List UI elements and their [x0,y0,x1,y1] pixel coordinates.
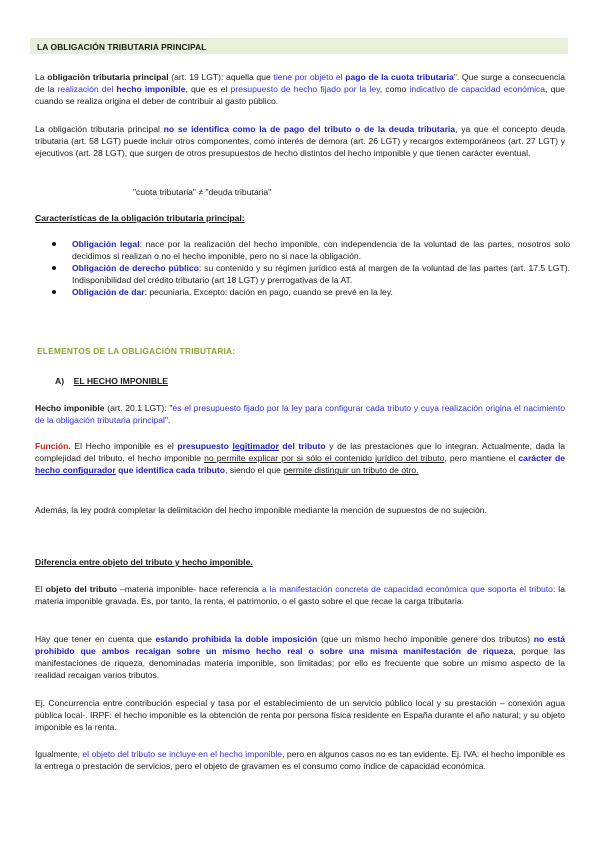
list-item: Obligación legal: nace por la realización del hecho imponible, con independencia de la voluntad de las partes, nosotros solo decidimos si realizan o no el hecho imponible, pero no si nace la obligación. [50,238,570,262]
paragraph-ejemplo: Ej. Concurrencia entre contribución especial y tasa por el establecimiento de un servicio público local y su prestación – conexión agua pública local-. IRPF: el hecho imponible es la obtención de renta por persona física residente en España durante el año natural; y su objeto imponible es la renta. [35,698,565,733]
characteristics-list [50,238,570,298]
elements-heading: ELEMENTOS DE LA OBLIGACIÓN TRIBUTARIA: [37,346,236,356]
paragraph-definition: La obligación tributaria principal (art. 19 LGT): aquella que tiene por objeto el pago de la cuota tributaria". Que surge a consecuencia de la realización del hecho imponible, que es el presupuesto de hecho fijado por la ley, como indicativo de capacidad económica, que cuando se realiza origina el deber de contribuir al gasto público. [35,72,565,107]
paragraph-doble-imposicion: Hay que tener en cuenta que estando prohibida la doble imposición (que un mismo hecho imponible genere dos tributos) no está prohibido que ambos recaigan sobre un mismo hecho real o sobre una misma manifestación de riqueza, porque las manifestaciones de riqueza, denominadas materia imponible, son limitadas; por ello es frecuente que sobre un mismo aspecto de la realidad recaigan varios tributos. [35,634,565,681]
paragraph-funcion: Función. El Hecho imponible es el presupuesto legitimador del tributo y de las prestaciones que lo integran. Actualmente, dada la complejidad del tributo, el hecho imponible no permite explicar por si sólo el contenido jurídico del tributo, pero mantiene el carácter de hecho configurador que identifica cada tributo, siendo el que permite distinguir un tributo de otro. [35,441,565,476]
paragraph-no-sujecion: Además, la ley podrá completar la delimitación del hecho imponible mediante la mención de supuestos de no sujeción. [35,505,487,515]
list-item: Obligación de dar: pecuniaria. Excepto: dación en pago, cuando se prevé en la ley. [50,286,570,298]
formula-line: "cuota tributaria" ≠ "deuda tributaria" [133,187,272,197]
bullet-icon [52,242,56,246]
characteristics-heading: Características de la obligación tributaria principal: [35,213,245,223]
list-item: Obligación de derecho público: su contenido y su régimen jurídico está al margen de la voluntad de las partes (art. 17.5 LGT). Indisponibilidad del crédito tributario (art 18 LGT) y prerrogativas de la AT. [50,262,570,286]
paragraph-igualmente: Igualmente, el objeto del tributo se incluye en el hecho imponible, pero en algunos casos no es tan evidente. Ej. IVA: el hecho imponible es la entrega o prestación de servicios, pero el objeto de gravamen es el consumo como índice de capacidad económica. [35,749,566,772]
bullet-icon [52,290,56,294]
difference-heading: Diferencia entre objeto del tributo y hecho imponible. [35,557,253,567]
page-title: LA OBLIGACIÓN TRIBUTARIA PRINCIPAL [37,42,207,52]
paragraph-hecho-imponible: Hecho imponible (art. 20.1 LGT): "es el presupuesto fijado por la ley para configurar cada tributo y cuya realización origina el nacimiento de la obligación tributaria principal". [35,403,565,426]
bullet-icon [52,266,56,270]
paragraph-objeto: El objeto del tributo –materia imponible- hace referencia a la manifestación concreta de capacidad económica que soporta el tributo: la materia imponible gravada. Es, por tanto, la renta, el patrimonio, o el gasto sobre el que recae la carga tributaria. [35,584,565,607]
paragraph-distinction: La obligación tributaria principal no se identifica como la de pago del tributo o de la deuda tributaria, ya que el concepto deuda tributaria (art. 58 LGT) puede incluir otros componentes, como interés de demora (art. 26 LGT) y recargos extemporáneos (art. 27 LGT) y ejecutivos (art. 28 LGT), que surgen de otros presupuestos de hecho distintos del hecho imponible y que tienen carácter eventual. [35,124,565,159]
section-a-heading: A) EL HECHO IMPONIBLE [55,376,169,386]
